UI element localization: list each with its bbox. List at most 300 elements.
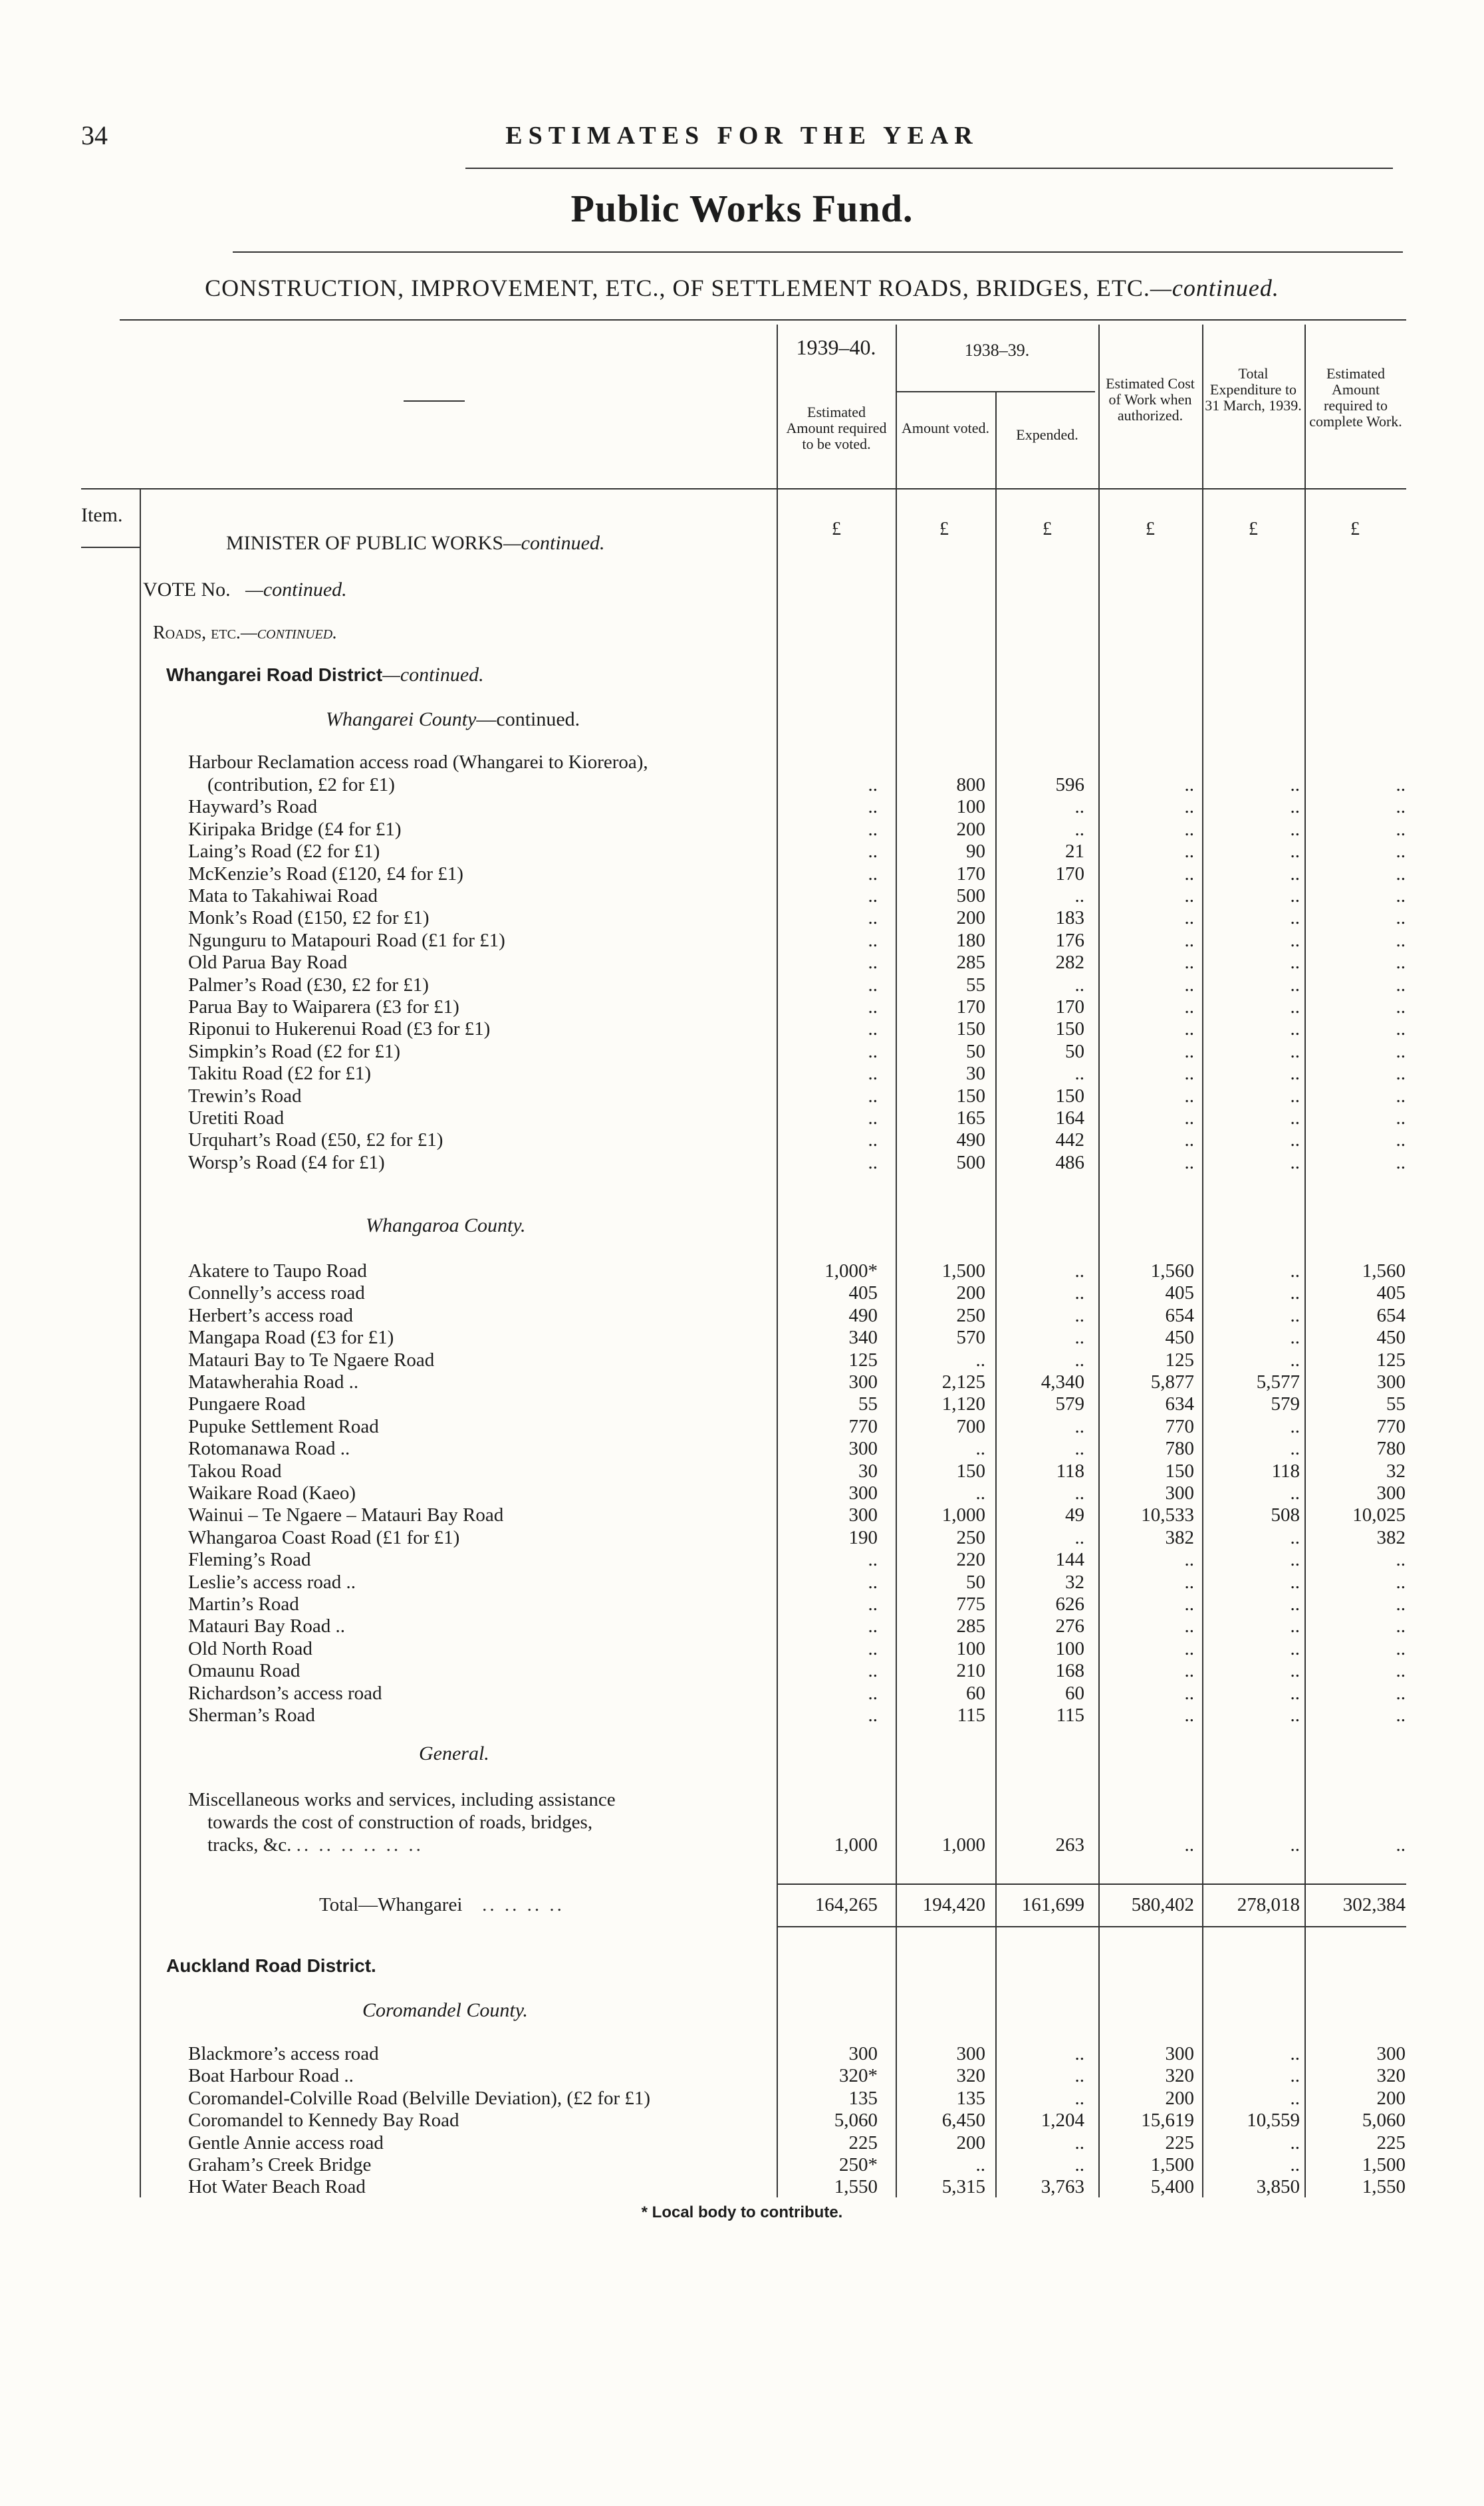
pound-c5: £ bbox=[1249, 519, 1258, 539]
general-heading: General. bbox=[419, 1742, 489, 1764]
row-label: Matauri Bay Road .. bbox=[188, 1615, 345, 1637]
cell-expended: .. bbox=[1074, 1063, 1084, 1085]
roads-heading-text: Roads, etc. bbox=[153, 623, 241, 643]
cell-estimated-cost: .. bbox=[1184, 996, 1194, 1018]
cell-estimated-cost: .. bbox=[1184, 907, 1194, 929]
cell-total-expenditure: .. bbox=[1290, 841, 1300, 863]
cell-to-complete: .. bbox=[1396, 1063, 1406, 1085]
cell-total-expenditure: .. bbox=[1290, 1304, 1300, 1326]
general-line-2: towards the cost of construction of roads, bridges, bbox=[207, 1812, 593, 1833]
col-head-voted: Amount voted. bbox=[902, 420, 989, 436]
cell-expended: .. bbox=[1074, 1260, 1084, 1282]
cell-required: 405 bbox=[848, 1282, 878, 1304]
cell-total-expenditure: .. bbox=[1290, 1834, 1300, 1856]
roads-heading-suffix: —continued. bbox=[240, 623, 338, 643]
table-row bbox=[0, 752, 1484, 773]
cell-total-expenditure: .. bbox=[1290, 1615, 1300, 1637]
table-row bbox=[0, 1282, 1484, 1304]
cell-expended: 150 bbox=[1055, 1018, 1084, 1040]
row-label: Richardson’s access road bbox=[188, 1682, 382, 1704]
running-title: ESTIMATES FOR THE YEAR bbox=[505, 122, 979, 150]
cell-voted: 300 bbox=[956, 2043, 985, 2064]
row-label: Blackmore’s access road bbox=[188, 2043, 379, 2064]
table-row bbox=[0, 1349, 1484, 1371]
cell-voted: 200 bbox=[956, 2132, 985, 2154]
cell-to-complete: 300 bbox=[1376, 1482, 1406, 1504]
cell-required: 5,060 bbox=[834, 2110, 878, 2132]
cell-required: 225 bbox=[848, 2132, 878, 2154]
cell-required: 340 bbox=[848, 1327, 878, 1349]
cell-to-complete: .. bbox=[1396, 1834, 1406, 1856]
cell-total-expenditure: .. bbox=[1290, 1040, 1300, 1062]
cell-expended: 626 bbox=[1055, 1594, 1084, 1615]
row-label-text: tracks, &c. bbox=[207, 1834, 292, 1856]
fund-title: Public Works Fund. bbox=[570, 187, 914, 230]
cell-required: .. bbox=[868, 1018, 878, 1040]
cell-to-complete: 1,560 bbox=[1362, 1260, 1406, 1282]
cell-total-expenditure: .. bbox=[1290, 885, 1300, 906]
row-label: Old Parua Bay Road bbox=[188, 952, 348, 974]
row-label: Coromandel to Kennedy Bay Road bbox=[188, 2110, 459, 2132]
cell-estimated-cost: .. bbox=[1184, 796, 1194, 818]
cell-required: .. bbox=[868, 974, 878, 996]
total-label: Total—Whangarei .. .. .. .. bbox=[319, 1894, 564, 1915]
cell-total-expenditure: .. bbox=[1290, 1282, 1300, 1304]
blank-head-dash bbox=[404, 400, 465, 402]
cell-to-complete: 654 bbox=[1376, 1304, 1406, 1326]
county-heading-whangarei-suffix: —continued. bbox=[476, 708, 580, 730]
cell-to-complete: .. bbox=[1396, 863, 1406, 885]
cell-expended: .. bbox=[1074, 1282, 1084, 1304]
cell-expended: 168 bbox=[1055, 1660, 1084, 1682]
cell-expended: 282 bbox=[1055, 952, 1084, 974]
cell-voted: 1,000 bbox=[941, 1504, 985, 1526]
cell-voted: 100 bbox=[956, 1637, 985, 1659]
cell-to-complete: .. bbox=[1396, 774, 1406, 795]
district-heading-suffix: —continued. bbox=[382, 664, 484, 686]
cell-expended: 4,340 bbox=[1041, 1371, 1084, 1393]
footnote: * Local body to contribute. bbox=[641, 2203, 843, 2221]
cell-voted: 700 bbox=[956, 1415, 985, 1437]
cell-expended: 442 bbox=[1055, 1129, 1084, 1151]
total-voted: 194,420 bbox=[922, 1894, 985, 1915]
table-row bbox=[0, 1572, 1484, 1594]
cell-voted: 285 bbox=[956, 1615, 985, 1637]
cell-estimated-cost: 5,877 bbox=[1150, 1371, 1194, 1393]
table-row bbox=[0, 996, 1484, 1018]
cell-to-complete: 405 bbox=[1376, 1282, 1406, 1304]
page-number: 34 bbox=[81, 120, 108, 150]
total-to-complete: 302,384 bbox=[1342, 1894, 1406, 1915]
cell-expended: .. bbox=[1074, 1349, 1084, 1371]
cell-voted: 800 bbox=[956, 774, 985, 795]
table-row bbox=[0, 885, 1484, 907]
table-row bbox=[0, 1789, 1484, 1811]
cell-total-expenditure: .. bbox=[1290, 1571, 1300, 1593]
cell-expended: 596 bbox=[1055, 774, 1084, 795]
cell-voted: 2,125 bbox=[941, 1371, 985, 1393]
cell-estimated-cost: .. bbox=[1184, 885, 1194, 906]
cell-total-expenditure: .. bbox=[1290, 863, 1300, 885]
total-total-expenditure: 278,018 bbox=[1237, 1894, 1300, 1915]
cell-expended: 1,204 bbox=[1041, 2110, 1084, 2132]
cell-voted: 115 bbox=[957, 1705, 985, 1726]
table-row bbox=[0, 2110, 1484, 2132]
table-row bbox=[0, 1594, 1484, 1615]
cell-to-complete: 5,060 bbox=[1362, 2110, 1406, 2132]
table-row bbox=[0, 1063, 1484, 1085]
cell-voted: 165 bbox=[956, 1107, 985, 1129]
cell-estimated-cost: 634 bbox=[1165, 1393, 1194, 1415]
table-row bbox=[0, 1041, 1484, 1063]
cell-required: 300 bbox=[848, 1438, 878, 1460]
year-1939-40: 1939–40. bbox=[796, 335, 876, 359]
row-label: McKenzie’s Road (£120, £4 for £1) bbox=[188, 863, 463, 885]
pound-c1: £ bbox=[832, 519, 841, 539]
cell-voted: 150 bbox=[956, 1460, 985, 1482]
row-label: Martin’s Road bbox=[188, 1594, 299, 1615]
cell-voted: 180 bbox=[956, 929, 985, 951]
cell-estimated-cost: .. bbox=[1184, 929, 1194, 951]
table-row bbox=[0, 819, 1484, 841]
cell-voted: 570 bbox=[956, 1327, 985, 1349]
cell-expended: 176 bbox=[1055, 929, 1084, 951]
cell-to-complete: 450 bbox=[1376, 1327, 1406, 1349]
table-row bbox=[0, 1305, 1484, 1327]
cell-required: 300 bbox=[848, 1504, 878, 1526]
cell-total-expenditure: .. bbox=[1290, 1260, 1300, 1282]
cell-to-complete: 55 bbox=[1386, 1393, 1406, 1415]
title-rule bbox=[233, 251, 1403, 253]
cell-estimated-cost: 1,500 bbox=[1150, 2154, 1194, 2175]
cell-expended: 183 bbox=[1055, 907, 1084, 929]
year-1938-39: 1938–39. bbox=[964, 341, 1030, 360]
cell-total-expenditure: .. bbox=[1290, 1549, 1300, 1571]
table-row bbox=[0, 774, 1484, 796]
county-heading-whangarei bbox=[326, 708, 580, 731]
cell-expended: 579 bbox=[1055, 1393, 1084, 1415]
cell-expended: 118 bbox=[1056, 1460, 1084, 1482]
cell-required: 300 bbox=[848, 1482, 878, 1504]
cell-estimated-cost: .. bbox=[1184, 818, 1194, 840]
cell-required: 300 bbox=[848, 1371, 878, 1393]
cell-voted: 200 bbox=[956, 818, 985, 840]
row-label: Whangaroa Coast Road (£1 for £1) bbox=[188, 1526, 460, 1548]
cell-to-complete: .. bbox=[1396, 1018, 1406, 1040]
table-row bbox=[0, 952, 1484, 974]
row-label: (contribution, £2 for £1) bbox=[207, 774, 395, 795]
cell-required: .. bbox=[868, 1107, 878, 1129]
table-row bbox=[0, 1482, 1484, 1504]
table-row bbox=[0, 863, 1484, 885]
cell-to-complete: .. bbox=[1396, 1705, 1406, 1726]
cell-voted: 210 bbox=[956, 1660, 985, 1682]
row-label: Laing’s Road (£2 for £1) bbox=[188, 841, 380, 863]
table-row bbox=[0, 2043, 1484, 2065]
row-label: Leslie’s access road .. bbox=[188, 1571, 356, 1593]
table-row bbox=[0, 1107, 1484, 1129]
table-row bbox=[0, 2176, 1484, 2198]
cell-required: .. bbox=[868, 1085, 878, 1107]
table-row bbox=[0, 1327, 1484, 1349]
cell-required: 1,550 bbox=[834, 2176, 878, 2198]
cell-total-expenditure: .. bbox=[1290, 974, 1300, 996]
row-label: Rotomanawa Road .. bbox=[188, 1438, 350, 1460]
cell-to-complete: .. bbox=[1396, 952, 1406, 974]
vote-heading bbox=[143, 579, 347, 601]
cell-required: .. bbox=[868, 1063, 878, 1085]
row-label: Takou Road bbox=[188, 1460, 282, 1482]
cell-required: 55 bbox=[858, 1393, 878, 1415]
cell-required: .. bbox=[868, 1637, 878, 1659]
table-row bbox=[0, 907, 1484, 929]
cell-total-expenditure: .. bbox=[1290, 996, 1300, 1018]
cell-to-complete: 780 bbox=[1376, 1438, 1406, 1460]
cell-required: 250* bbox=[839, 2154, 878, 2175]
row-label: Mata to Takahiwai Road bbox=[188, 885, 378, 906]
cell-total-expenditure: .. bbox=[1290, 774, 1300, 795]
total-bottom-rule bbox=[777, 1926, 1406, 1927]
cell-total-expenditure: .. bbox=[1290, 907, 1300, 929]
total-top-rule bbox=[777, 1883, 1406, 1885]
cell-required: .. bbox=[868, 1615, 878, 1637]
cell-voted: 100 bbox=[956, 796, 985, 818]
table-row bbox=[0, 1416, 1484, 1438]
cell-estimated-cost: 225 bbox=[1165, 2132, 1194, 2154]
cell-voted: 1,000 bbox=[941, 1834, 985, 1856]
row-label: Waikare Road (Kaeo) bbox=[188, 1482, 356, 1504]
cell-estimated-cost: 10,533 bbox=[1141, 1504, 1194, 1526]
cell-total-expenditure: .. bbox=[1290, 2087, 1300, 2109]
cell-to-complete: .. bbox=[1396, 1151, 1406, 1173]
table-row bbox=[0, 1834, 1484, 1856]
cell-voted: 90 bbox=[966, 841, 985, 863]
table-row bbox=[0, 1705, 1484, 1727]
cell-estimated-cost: .. bbox=[1184, 1063, 1194, 1085]
cell-voted: 500 bbox=[956, 885, 985, 906]
table-row bbox=[0, 1018, 1484, 1040]
cell-expended: .. bbox=[1074, 2043, 1084, 2064]
cell-estimated-cost: 15,619 bbox=[1141, 2110, 1194, 2132]
cell-voted: 170 bbox=[956, 996, 985, 1018]
cell-total-expenditure: .. bbox=[1290, 1482, 1300, 1504]
cell-voted: 5,315 bbox=[941, 2176, 985, 2198]
cell-expended: 32 bbox=[1065, 1571, 1084, 1593]
col-head-total-expenditure: Total Expenditure to 31 March, 1939. bbox=[1205, 365, 1302, 414]
cell-to-complete: 1,550 bbox=[1362, 2176, 1406, 2198]
cell-required: 320* bbox=[839, 2065, 878, 2087]
row-label: Pupuke Settlement Road bbox=[188, 1415, 379, 1437]
cell-expended: 100 bbox=[1055, 1637, 1084, 1659]
cell-to-complete: 770 bbox=[1376, 1415, 1406, 1437]
cell-voted: 285 bbox=[956, 952, 985, 974]
cell-estimated-cost: 125 bbox=[1165, 1349, 1194, 1371]
cell-total-expenditure: .. bbox=[1290, 1682, 1300, 1704]
cell-required: .. bbox=[868, 929, 878, 951]
cell-total-expenditure: .. bbox=[1290, 818, 1300, 840]
total-label-text: Total—Whangarei bbox=[319, 1894, 463, 1915]
pound-c3: £ bbox=[1043, 519, 1052, 539]
cell-total-expenditure: .. bbox=[1290, 1018, 1300, 1040]
cell-expended: 263 bbox=[1055, 1834, 1084, 1856]
row-label: Simpkin’s Road (£2 for £1) bbox=[188, 1040, 400, 1062]
cell-to-complete: .. bbox=[1396, 796, 1406, 818]
cell-expended: .. bbox=[1074, 2065, 1084, 2087]
cell-voted: 1,120 bbox=[941, 1393, 985, 1415]
cell-total-expenditure: 5,577 bbox=[1256, 1371, 1300, 1393]
cell-total-expenditure: .. bbox=[1290, 1415, 1300, 1437]
cell-voted: 150 bbox=[956, 1018, 985, 1040]
row-label: Omaunu Road bbox=[188, 1660, 301, 1682]
cell-voted: .. bbox=[975, 1349, 985, 1371]
header-rule bbox=[465, 168, 1393, 169]
cell-expended: 50 bbox=[1065, 1040, 1084, 1062]
table-row bbox=[0, 1683, 1484, 1705]
cell-voted: 200 bbox=[956, 907, 985, 929]
cell-total-expenditure: .. bbox=[1290, 1063, 1300, 1085]
cell-voted: 50 bbox=[966, 1040, 985, 1062]
cell-expended: 170 bbox=[1055, 863, 1084, 885]
cell-to-complete: .. bbox=[1396, 1615, 1406, 1637]
row-label: Monk’s Road (£150, £2 for £1) bbox=[188, 907, 430, 929]
row-label: Connelly’s access road bbox=[188, 1282, 365, 1304]
cell-voted: 150 bbox=[956, 1085, 985, 1107]
cell-voted: 775 bbox=[956, 1594, 985, 1615]
row-label: Gentle Annie access road bbox=[188, 2132, 384, 2154]
table-row bbox=[0, 1371, 1484, 1393]
cell-to-complete: 300 bbox=[1376, 2043, 1406, 2064]
cell-expended: 21 bbox=[1065, 841, 1084, 863]
cell-estimated-cost: .. bbox=[1184, 952, 1194, 974]
cell-estimated-cost: .. bbox=[1184, 1705, 1194, 1726]
minister-heading-suffix: —continued. bbox=[503, 532, 605, 554]
table-row bbox=[0, 2154, 1484, 2176]
cell-required: 490 bbox=[848, 1304, 878, 1326]
cell-total-expenditure: 579 bbox=[1271, 1393, 1300, 1415]
cell-expended: 3,763 bbox=[1041, 2176, 1084, 2198]
cell-required: .. bbox=[868, 863, 878, 885]
table-row bbox=[0, 1549, 1484, 1571]
cell-expended: 60 bbox=[1065, 1682, 1084, 1704]
cell-expended: .. bbox=[1074, 818, 1084, 840]
cell-total-expenditure: .. bbox=[1290, 1129, 1300, 1151]
cell-required: .. bbox=[868, 774, 878, 795]
cell-to-complete: .. bbox=[1396, 1129, 1406, 1151]
cell-required: 30 bbox=[858, 1460, 878, 1482]
cell-required: .. bbox=[868, 796, 878, 818]
table-row bbox=[0, 1085, 1484, 1107]
cell-total-expenditure: .. bbox=[1290, 1327, 1300, 1349]
table-row bbox=[0, 1527, 1484, 1549]
cell-estimated-cost: .. bbox=[1184, 1129, 1194, 1151]
cell-to-complete: .. bbox=[1396, 1549, 1406, 1571]
table-row bbox=[0, 1812, 1484, 1834]
row-label: Parua Bay to Waiparera (£3 for £1) bbox=[188, 996, 459, 1018]
cell-total-expenditure: .. bbox=[1290, 1594, 1300, 1615]
cell-to-complete: 225 bbox=[1376, 2132, 1406, 2154]
item-label: Item. bbox=[81, 504, 123, 526]
row-label: Boat Harbour Road .. bbox=[188, 2065, 354, 2087]
cell-estimated-cost: .. bbox=[1184, 1549, 1194, 1571]
cell-estimated-cost: .. bbox=[1184, 774, 1194, 795]
cell-required: .. bbox=[868, 1594, 878, 1615]
cell-to-complete: 320 bbox=[1376, 2065, 1406, 2087]
table-row bbox=[0, 2132, 1484, 2154]
table-row bbox=[0, 1504, 1484, 1526]
cell-estimated-cost: .. bbox=[1184, 1571, 1194, 1593]
cell-voted: 220 bbox=[956, 1549, 985, 1571]
cell-voted: 1,500 bbox=[941, 1260, 985, 1282]
cell-estimated-cost: .. bbox=[1184, 1660, 1194, 1682]
cell-estimated-cost: .. bbox=[1184, 1682, 1194, 1704]
pound-c2: £ bbox=[939, 519, 949, 539]
table-top-rule bbox=[120, 319, 1406, 321]
cell-estimated-cost: .. bbox=[1184, 974, 1194, 996]
row-label: Urquhart’s Road (£50, £2 for £1) bbox=[188, 1129, 443, 1151]
row-label: Matawherahia Road .. bbox=[188, 1371, 359, 1393]
cell-expended: .. bbox=[1074, 1526, 1084, 1548]
cell-estimated-cost: .. bbox=[1184, 1594, 1194, 1615]
cell-to-complete: .. bbox=[1396, 907, 1406, 929]
table-row bbox=[0, 1129, 1484, 1151]
cell-estimated-cost: .. bbox=[1184, 1637, 1194, 1659]
row-label: Kiripaka Bridge (£4 for £1) bbox=[188, 818, 402, 840]
cell-required: .. bbox=[868, 1151, 878, 1173]
cell-to-complete: .. bbox=[1396, 1594, 1406, 1615]
cell-total-expenditure: .. bbox=[1290, 1526, 1300, 1548]
table-row bbox=[0, 1660, 1484, 1682]
cell-to-complete: .. bbox=[1396, 841, 1406, 863]
cell-total-expenditure: .. bbox=[1290, 952, 1300, 974]
cell-voted: 170 bbox=[956, 863, 985, 885]
cell-estimated-cost: .. bbox=[1184, 841, 1194, 863]
cell-required: .. bbox=[868, 1129, 878, 1151]
cell-total-expenditure: .. bbox=[1290, 2154, 1300, 2175]
cell-to-complete: .. bbox=[1396, 1040, 1406, 1062]
cell-voted: 500 bbox=[956, 1151, 985, 1173]
cell-required: .. bbox=[868, 885, 878, 906]
cell-voted: 55 bbox=[966, 974, 985, 996]
table-row bbox=[0, 930, 1484, 952]
cell-estimated-cost: 320 bbox=[1165, 2065, 1194, 2087]
table-row bbox=[0, 2065, 1484, 2087]
cell-expended: 170 bbox=[1055, 996, 1084, 1018]
row-label: Worsp’s Road (£4 for £1) bbox=[188, 1151, 385, 1173]
row-label: Ngunguru to Matapouri Road (£1 for £1) bbox=[188, 929, 505, 951]
cell-to-complete: .. bbox=[1396, 1637, 1406, 1659]
cell-total-expenditure: .. bbox=[1290, 796, 1300, 818]
cell-required: 190 bbox=[848, 1526, 878, 1548]
cell-expended: .. bbox=[1074, 885, 1084, 906]
county-heading-whangarei-text: Whangarei County bbox=[326, 708, 477, 730]
row-label: Sherman’s Road bbox=[188, 1705, 315, 1726]
cell-expended: .. bbox=[1074, 1438, 1084, 1460]
cell-voted: 135 bbox=[956, 2087, 985, 2109]
cell-expended: 115 bbox=[1056, 1705, 1084, 1726]
cell-voted: 250 bbox=[956, 1304, 985, 1326]
cell-total-expenditure: .. bbox=[1290, 1438, 1300, 1460]
cell-expended: .. bbox=[1074, 1482, 1084, 1504]
row-label: Hayward’s Road bbox=[188, 796, 318, 818]
row-label: Riponui to Hukerenui Road (£3 for £1) bbox=[188, 1018, 491, 1040]
cell-expended: 144 bbox=[1055, 1549, 1084, 1571]
cell-to-complete: 125 bbox=[1376, 1349, 1406, 1371]
section-title-suffix: —continued. bbox=[1150, 275, 1279, 301]
cell-required: 300 bbox=[848, 2043, 878, 2064]
cell-required: 1,000 bbox=[834, 1834, 878, 1856]
cell-estimated-cost: 300 bbox=[1165, 2043, 1194, 2064]
cell-total-expenditure: .. bbox=[1290, 1107, 1300, 1129]
